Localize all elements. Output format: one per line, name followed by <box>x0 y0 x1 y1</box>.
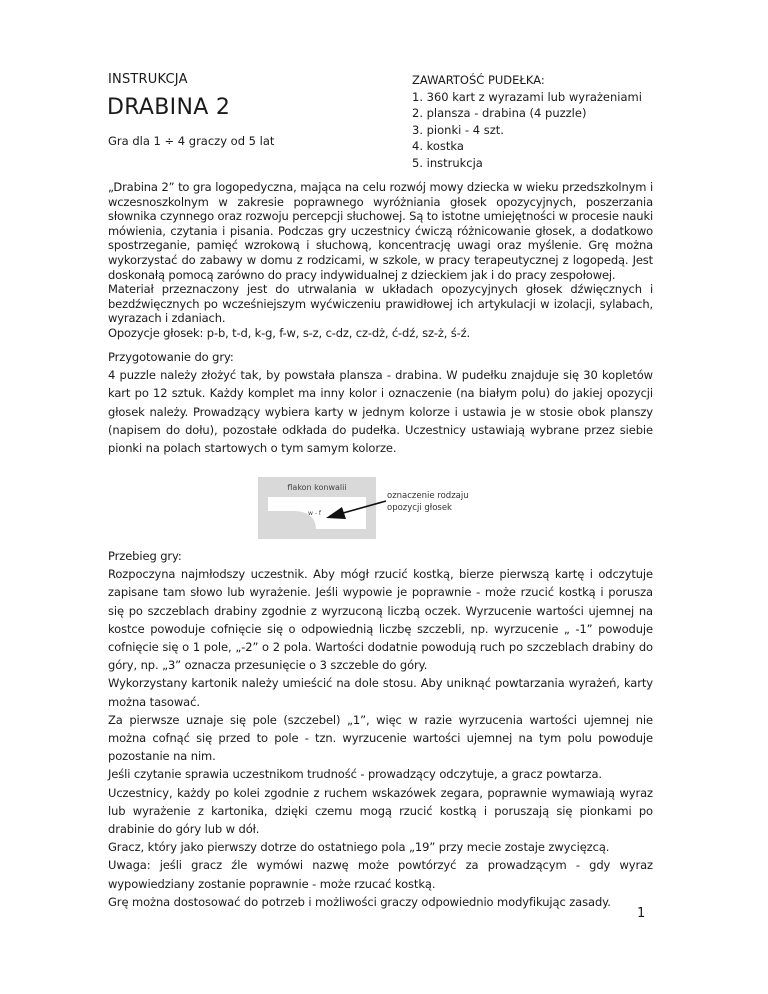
preparation-heading: Przygotowanie do gry: <box>108 350 234 364</box>
box-contents-heading: ZAWARTOŚĆ PUDEŁKA: <box>412 73 545 87</box>
page-number: 1 <box>637 906 646 921</box>
callout-arrow-icon <box>320 495 390 525</box>
box-contents-item: 4. kostka <box>412 139 464 153</box>
box-contents-item: 3. pionki - 4 szt. <box>412 122 504 137</box>
card-opposition-code: w - f <box>308 510 321 517</box>
intro-section <box>108 180 653 341</box>
box-contents <box>412 72 642 171</box>
callout-label-line: oznaczenie rodzaju <box>387 491 469 501</box>
gameplay-paragraph: Jeśli czytanie sprawia uczestnikom trudność - prowadzący odczytuje, a gracz powtarza. <box>108 767 602 782</box>
box-contents-item: 1. 360 kart z wyrazami lub wyrażeniami <box>412 89 642 104</box>
callout-label-line: opozycji głosek <box>387 503 452 513</box>
document-title: DRABINA 2 <box>107 95 231 120</box>
gameplay-paragraph: Wykorzystany kartonik należy umieścić na dole stosu. Aby uniknąć powtarzania wyrażeń, karty można tasować. <box>108 676 653 709</box>
gameplay-heading: Przebieg gry: <box>108 549 182 563</box>
box-contents-item: 5. instrukcja <box>412 155 483 170</box>
card-word: flakon konwalii <box>287 483 347 492</box>
callout-label <box>387 490 469 514</box>
gameplay-section <box>108 547 653 911</box>
gameplay-paragraph: Gracz, który jako pierwszy dotrze do ostatniego pola „19” przy mecie zostaje zwycięzcą. <box>108 840 610 855</box>
gameplay-paragraph: Rozpoczyna najmłodszy uczestnik. Aby mógł rzucić kostką, bierze pierwszą kartę i odczytuje zapisane tam słowo lub wyrażenie. Jeśli wypowie je poprawnie - może rzucić kostką i porusza się po szczeblach drabiny zgodnie z wyrzuconą liczbą oczek. Wyrzucenie wartości ujemnej na kostce powoduje cofnięcie się o odpowiednią liczbę szczebli, np. wyrzucenie „ -1” powoduje cofnięcie się o 1 pole, „-2” o 2 pola. Wartości dodatnie powodują ruch po szczeblach drabiny do góry, np. „3” oznacza przesunięcie o 3 szczeble do góry. <box>108 567 653 673</box>
gameplay-paragraph: Za pierwsze uznaje się pole (szczebel) „1”, więc w razie wyrzucenia wartości ujemnej nie można cofnąć się przed to pole - tzn. wyrzucenie wartości ujemnej na tym polu powoduje pozostanie na nim. <box>108 712 653 764</box>
preparation-section <box>108 348 653 457</box>
gameplay-paragraph: Uczestnicy, każdy po kolei zgodnie z ruchem wskazówek zegara, poprawnie wymawiają wyraz lub wyrażenie z kartonika, dzięki czemu mogą rzucić kostką i poruszają się pionkami po drabinie do góry lub w dół. <box>108 785 653 837</box>
preparation-text: 4 puzzle należy złożyć tak, by powstała plansza - drabina. W pudełku znajduje się 30 kopletów kart po 12 sztuk. Każdy komplet ma inny kolor i oznaczenie (na białym polu) do jakiej opozycji głosek należy. Prowadzący wybiera karty w jednym kolorze i ustawia je w stosie obok planszy (napisem do dołu), pozostałe odkłada do pudełka. Uczestnicy ustawiają wybrane przez siebie pionki na polach startowych o tym samym kolorze. <box>108 368 653 456</box>
gameplay-paragraph: Grę można dostosować do potrzeb i możliwości graczy odpowiednio modyfikując zasady. <box>108 894 611 909</box>
intro-paragraph: „Drabina 2” to gra logopedyczna, mająca na celu rozwój mowy dziecka w wieku przedszkolnym i wczesnoszkolnym w zakresie poprawnego wyróżniania głosek opozycyjnych, poszerzania słownika czynnego oraz rozwoju percepcji słuchowej. Są to istotne umiejętności w procesie nauki mówienia, czytania i pisania. Podczas gry uczestnicy ćwiczą różnicowanie głosek, a dodatkowo spostrzeganie, pamięć wzrokową i słuchową, koncentrację uwagi oraz myślenie. Grę można wykorzystać do zabawy w domu z rodzicami, w szkole, w pracy terapeutycznej z logopedą. Jest doskonałą pomocą zarówno do pracy indywidualnej z dzieckiem jak i do pracy zespołowej. <box>108 180 653 282</box>
intro-paragraph: Materiał przeznaczony jest do utrwalania w układach opozycyjnych głosek dźwięcznych i bezdźwięcznych po wcześniejszym wyćwiczeniu prawidłowej ich artykulacji w izolacji, sylabach, wyrazach i zdaniach. <box>108 282 653 326</box>
document-subtitle: Gra dla 1 ÷ 4 graczy od 5 lat <box>108 134 275 148</box>
gameplay-paragraph: Uwaga: jeśli gracz źle wymówi nazwę może powtórzyć za prowadzącym - gdy wyraz wypowiedziany zostanie poprawnie - może rzucać kostką. <box>108 858 653 891</box>
document-label: INSTRUKCJA <box>108 72 188 87</box>
box-contents-item: 2. plansza - drabina (4 puzzle) <box>412 106 587 120</box>
intro-paragraph: Opozycje głosek: p-b, t-d, k-g, f-w, s-z, c-dz, cz-dż, ć-dź, sz-ż, ś-ź. <box>108 325 470 340</box>
